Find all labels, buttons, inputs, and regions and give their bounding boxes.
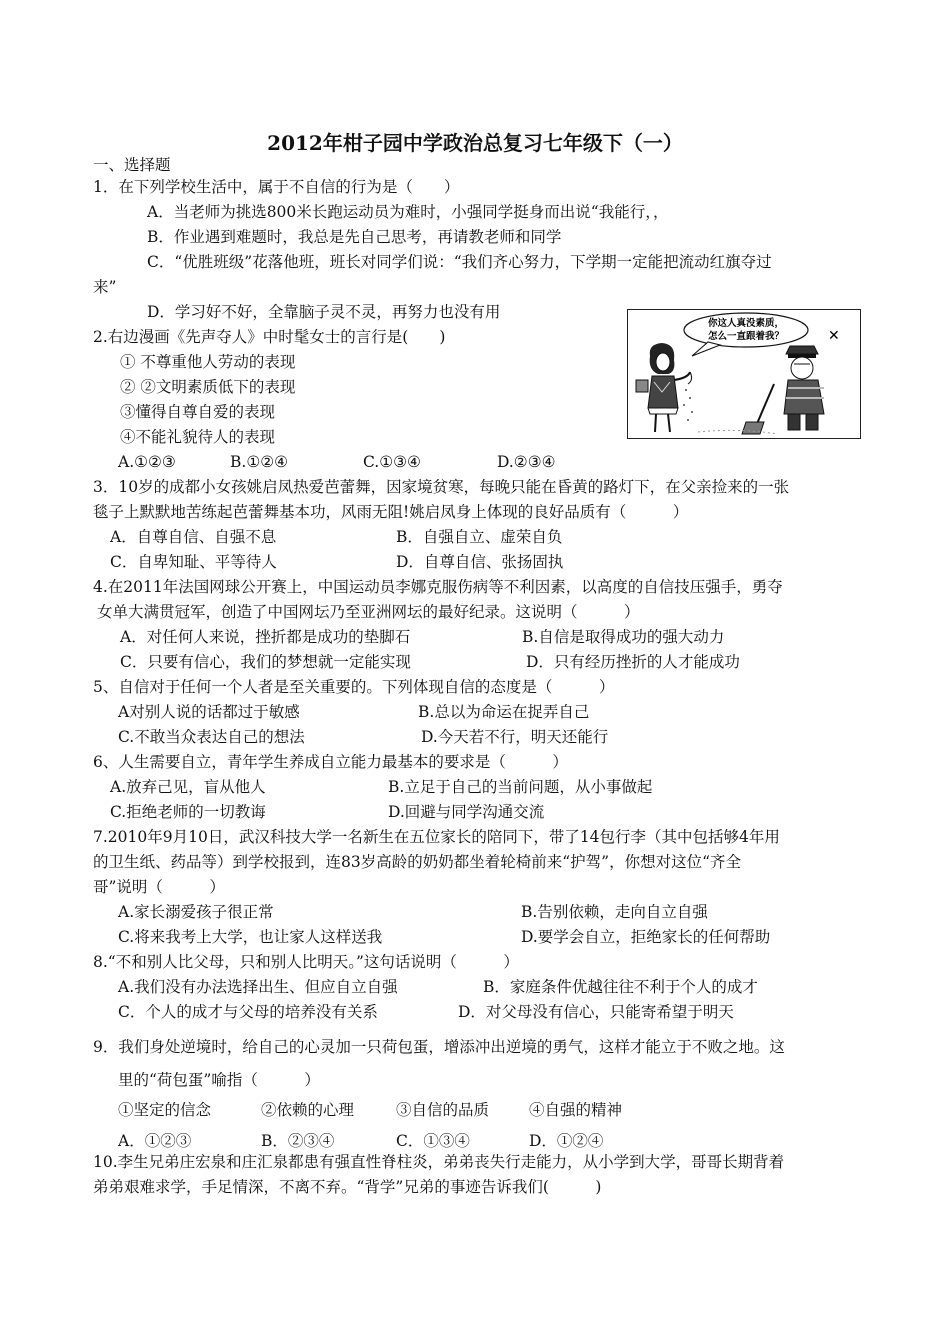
q1-option-b: B．作业遇到难题时，我总是先自己思考，再请教老师和同学 — [147, 228, 562, 246]
q9-option-b: B．②③④ — [261, 1132, 335, 1150]
q9-item-2: ②依赖的心理 — [261, 1101, 355, 1119]
q3-option-a: A．自尊自信、自强不息 — [110, 528, 277, 546]
q7-stem-line-3: 哥”说明（ ） — [93, 878, 225, 896]
q10-stem-line-2: 弟弟艰难求学，手足情深，不离不弃。“背学”兄弟的事迹告诉我们( ) — [93, 1178, 602, 1196]
cartoon-illustration — [628, 310, 860, 438]
q1-option-c-cont: 来” — [93, 278, 117, 296]
section-heading: 一、选择题 — [93, 156, 171, 174]
cartoon-image — [627, 309, 861, 439]
q3-option-c: C．自卑知耻、平等待人 — [110, 553, 277, 571]
q4-option-c: C．只要有信心，我们的梦想就一定能实现 — [120, 653, 411, 671]
q2-option-a: A.①②③ — [118, 453, 176, 471]
q7-option-b: B.告别依赖，走向自立自强 — [521, 903, 708, 921]
q9-item-1: ①坚定的信念 — [118, 1101, 212, 1119]
q9-option-a: A．①②③ — [118, 1132, 192, 1150]
q9-item-3: ③自信的品质 — [396, 1101, 490, 1119]
bubble-line-2: 怎么一直跟着我？ — [707, 331, 785, 342]
q7-stem-line-2: 的卫生纸、药品等）到学校报到，连83岁高龄的奶奶都坐着轮椅前来“护驾”，你想对这位“齐全 — [93, 853, 741, 871]
q6-option-d: D.回避与同学沟通交流 — [388, 803, 545, 821]
q2-item-1: ① 不尊重他人劳动的表现 — [120, 353, 296, 371]
q2-option-d: D.②③④ — [497, 453, 556, 471]
q1-option-a: A．当老师为挑选800米长跑运动员为难时，小强同学挺身而出说“我能行，， — [147, 203, 669, 221]
q5-option-c: C.不敢当众表达自己的想法 — [118, 728, 305, 746]
q1-option-c: C．“优胜班级”花落他班，班长对同学们说：“我们齐心努力，下学期一定能把流动红旗夺过 — [147, 253, 772, 271]
bubble-line-1: 你这人真没素质， — [707, 318, 785, 329]
q2-item-3: ③懂得自尊自爱的表现 — [120, 403, 276, 421]
q3-stem-line-2: 毯子上默默地苦练起芭蕾舞基本功，风雨无阻!姚启凤身上体现的良好品质有（ ） — [93, 503, 689, 521]
anger-mark-icon: ✕ — [828, 328, 840, 344]
q1-stem: 1．在下列学校生活中，属于不自信的行为是（ ） — [93, 178, 460, 196]
q8-stem: 8.“不和别人比父母，只和别人比明天。”这句话说明（ ） — [93, 953, 519, 971]
q6-option-c: C.拒绝老师的一切教诲 — [110, 803, 266, 821]
q4-stem-line-2: 女单大满贯冠军，创造了中国网坛乃至亚洲网坛的最好纪录。这说明（ ） — [97, 603, 640, 621]
q9-stem-line-1: 9．我们身处逆境时，给自己的心灵加一只荷包蛋，增添冲出逆境的勇气，这样才能立于不败之地。这 — [93, 1038, 785, 1056]
q3-option-d: D．自尊自信、张扬固执 — [396, 553, 564, 571]
q2-option-b: B.①②④ — [230, 453, 289, 471]
q8-option-a: A.我们没有办法选择出生、但应自立自强 — [118, 978, 398, 996]
q4-option-a: A．对任何人来说，挫折都是成功的垫脚石 — [120, 628, 411, 646]
page-title: 2012年柑子园中学政治总复习七年级下（一） — [267, 131, 683, 155]
q4-option-d: D．只有经历挫折的人才能成功 — [526, 653, 740, 671]
q9-item-4: ④自强的精神 — [529, 1101, 623, 1119]
q10-stem-line-1: 10.李生兄弟庄宏泉和庄汇泉都患有强直性脊柱炎，弟弟丧失行走能力，从小学到大学，哥哥长期背着 — [93, 1153, 785, 1171]
q7-option-d: D.要学会自立，拒绝家长的任何帮助 — [521, 928, 771, 946]
q9-option-c: C．①③④ — [396, 1132, 470, 1150]
q7-option-a: A.家长溺爱孩子很正常 — [118, 903, 274, 921]
q9-option-d: D．①②④ — [529, 1132, 604, 1150]
q6-stem: 6、人生需要自立，青年学生养成自立能力最基本的要求是（ ） — [93, 753, 568, 771]
q9-stem-line-2: 里的“荷包蛋”喻指（ ） — [118, 1071, 320, 1089]
q8-option-d: D．对父母没有信心，只能寄希望于明天 — [458, 1003, 734, 1021]
q7-stem-line-1: 7.2010年9月10日，武汉科技大学一名新生在五位家长的陪同下，带了14包行李（其中包括够4年用 — [93, 828, 780, 846]
q6-option-b: B.立足于自己的当前问题，从小事做起 — [388, 778, 653, 796]
q5-option-d: D.今天若不行，明天还能行 — [421, 728, 609, 746]
q4-stem-line-1: 4.在2011年法国网球公开赛上，中国运动员李娜克服伤病等不利因素，以高度的自信技压强手，勇夺 — [93, 578, 783, 596]
q2-item-4: ④不能礼貌待人的表现 — [120, 428, 276, 446]
q7-option-c: C.将来我考上大学，也让家人这样送我 — [118, 928, 383, 946]
q4-option-b: B.自信是取得成功的强大动力 — [522, 628, 725, 646]
q3-stem-line-1: 3．10岁的成都小女孩姚启凤热爱芭蕾舞，因家境贫寒，每晚只能在昏黄的路灯下，在父亲捡来的一张 — [93, 478, 790, 496]
q1-option-d: D．学习好不好，全靠脑子灵不灵，再努力也没有用 — [147, 303, 501, 321]
q2-item-2: ② ②文明素质低下的表现 — [120, 378, 296, 396]
q5-option-b: B.总以为命运在捉弄自己 — [418, 703, 590, 721]
q3-option-b: B．自强自立、虚荣自负 — [396, 528, 563, 546]
q8-option-c: C．个人的成才与父母的培养没有关系 — [118, 1003, 378, 1021]
q8-option-b: B．家庭条件优越往往不利于个人的成才 — [483, 978, 758, 996]
lady-figure — [636, 343, 693, 432]
q5-option-a: A对别人说的话都过于敏感 — [118, 703, 300, 721]
q5-stem: 5、自信对于任何一个人者是至关重要的。下列体现自信的态度是（ ） — [93, 678, 615, 696]
q2-stem: 2.右边漫画《先声夺人》中时髦女士的言行是( ) — [93, 328, 446, 346]
q2-option-c: C.①③④ — [363, 453, 421, 471]
q6-option-a: A.放弃己见，盲从他人 — [110, 778, 266, 796]
